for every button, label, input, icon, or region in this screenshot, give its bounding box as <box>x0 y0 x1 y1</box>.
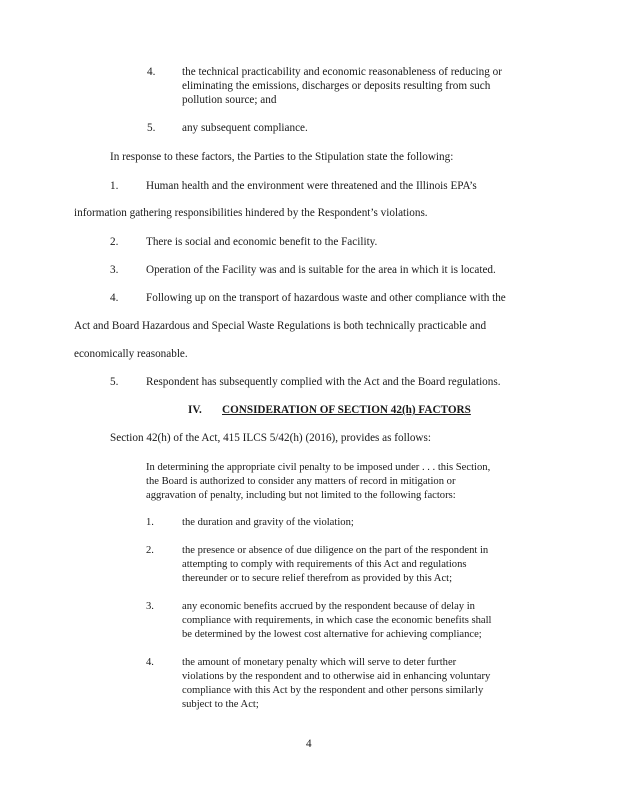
factor-line: the presence or absence of due diligence on the part of the respondent in <box>182 545 489 556</box>
response-line: information gathering responsibilities hindered by the Respondent’s violations. <box>74 207 428 219</box>
section-numeral: IV. <box>188 404 202 416</box>
factor-line: be determined by the lowest cost alternative for achieving compliance; <box>182 629 482 640</box>
list-item-line: eliminating the emissions, discharges or deposits resulting from such <box>182 80 491 92</box>
quote-line: In determining the appropriate civil penalty to be imposed under . . . this Section, <box>146 462 491 473</box>
response-line: Act and Board Hazardous and Special Waste Regulations is both technically practicable and <box>74 320 487 332</box>
response-number: 3. <box>110 264 119 276</box>
response-line: Following up on the transport of hazardous waste and other compliance with the <box>146 292 506 304</box>
intro-paragraph: In response to these factors, the Parties to the Stipulation state the following: <box>110 151 454 163</box>
response-number: 1. <box>110 180 119 192</box>
factor-number: 3. <box>146 601 154 612</box>
list-item-line: any subsequent compliance. <box>182 122 308 134</box>
factor-line: the duration and gravity of the violation; <box>182 517 354 528</box>
list-item-number: 5. <box>147 122 156 134</box>
response-line: Respondent has subsequently complied with the Act and the Board regulations. <box>146 376 501 388</box>
response-number: 5. <box>110 376 119 388</box>
factor-line: subject to the Act; <box>182 699 259 710</box>
factor-number: 4. <box>146 657 154 668</box>
factor-line: the amount of monetary penalty which will serve to deter further <box>182 657 457 668</box>
factor-line: compliance with this Act by the respondent and other persons similarly <box>182 685 484 696</box>
factor-line: compliance with requirements, in which case the economic benefits shall <box>182 615 492 626</box>
list-item-line: the technical practicability and economic reasonableness of reducing or <box>182 66 502 78</box>
factor-line: attempting to comply with requirements of this Act and regulations <box>182 559 467 570</box>
quote-line: aggravation of penalty, including but not limited to the following factors: <box>146 490 456 501</box>
page-number: 4 <box>306 738 312 750</box>
factor-line: thereunder or to secure relief therefrom as provided by this Act; <box>182 573 453 584</box>
section-title: CONSIDERATION OF SECTION 42(h) FACTORS <box>222 404 471 416</box>
section-intro: Section 42(h) of the Act, 415 ILCS 5/42(h) (2016), provides as follows: <box>110 432 431 444</box>
response-number: 4. <box>110 292 119 304</box>
response-line: Operation of the Facility was and is suitable for the area in which it is located. <box>146 264 496 276</box>
response-line: Human health and the environment were threatened and the Illinois EPA’s <box>146 180 477 192</box>
response-line: There is social and economic benefit to the Facility. <box>146 236 378 248</box>
quote-line: the Board is authorized to consider any matters of record in mitigation or <box>146 476 456 487</box>
list-item-line: pollution source; and <box>182 94 277 106</box>
factor-number: 1. <box>146 517 154 528</box>
factor-line: any economic benefits accrued by the respondent because of delay in <box>182 601 475 612</box>
factor-line: violations by the respondent and to otherwise aid in enhancing voluntary <box>182 671 491 682</box>
factor-number: 2. <box>146 545 154 556</box>
response-line: economically reasonable. <box>74 348 188 360</box>
list-item-number: 4. <box>147 66 156 78</box>
response-number: 2. <box>110 236 119 248</box>
